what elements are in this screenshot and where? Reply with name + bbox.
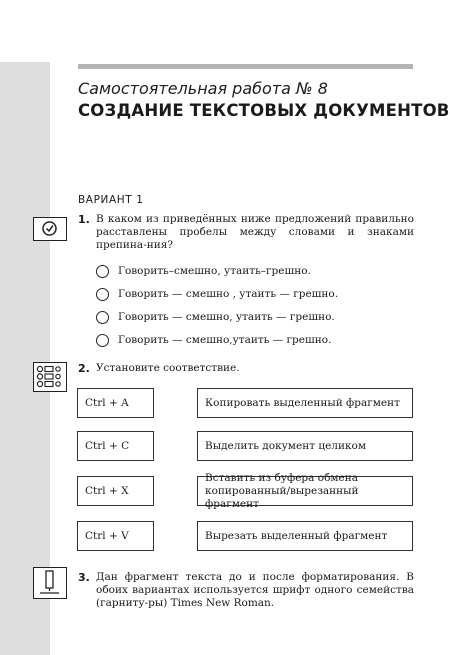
header-rule [78,64,413,69]
radio-button[interactable] [96,311,109,324]
page-title: СОЗДАНИЕ ТЕКСТОВЫХ ДОКУМЕНТОВ [78,101,450,120]
option-label: Говорить — смешно,утаить — грешно. [118,334,332,346]
single-choice-icon [33,217,67,241]
option-label: Говорить–смешно, утаить–грешно. [118,265,311,277]
q1-option[interactable] [96,332,331,348]
shortcut-box[interactable] [77,521,154,551]
action-box[interactable] [197,431,413,461]
option-label: Говорить — смешно, утаить — грешно. [118,311,335,323]
q1-option[interactable] [96,263,311,279]
action-label: Вставить из буфера обмена копированный/вырезанный фрагмент [205,471,359,510]
option-label: Говорить — смешно , утаить — грешно. [118,288,339,300]
q1-option[interactable] [96,286,338,302]
shortcut-label: Ctrl + A [85,397,129,409]
shortcut-box[interactable] [77,476,154,506]
shortcut-label: Ctrl + V [85,530,129,542]
variant-label: ВАРИАНТ 1 [78,194,144,206]
q1-text: В каком из приведённых ниже предложений правильно расставлены пробелы между словами и знаками препина-ния? [96,213,414,251]
q2-number: 2. [78,362,90,375]
free-answer-icon [33,567,67,599]
shortcut-label: Ctrl + C [85,440,130,452]
shortcut-box[interactable] [77,431,154,461]
action-box[interactable] [197,521,413,551]
work-subtitle: Самостоятельная работа № 8 [78,79,328,98]
q3-number: 3. [78,571,90,584]
q3-text: Дан фрагмент текста до и после форматирования. В обоих вариантах используется шрифт одного семейства (гарниту-ры) Times New Roman. [96,571,414,609]
radio-button[interactable] [96,288,109,301]
action-label: Вырезать выделенный фрагмент [205,529,388,542]
radio-button[interactable] [96,334,109,347]
matching-icon [33,362,67,392]
q2-text: Установите соответствие. [96,362,240,374]
q1-option[interactable] [96,309,335,325]
action-label: Выделить документ целиком [205,439,367,452]
shortcut-label: Ctrl + X [85,485,129,497]
q1-number: 1. [78,213,90,226]
action-box[interactable] [197,471,413,510]
shortcut-box[interactable] [77,388,154,418]
action-label: Копировать выделенный фрагмент [205,396,400,409]
radio-button[interactable] [96,265,109,278]
action-box[interactable] [197,388,413,418]
